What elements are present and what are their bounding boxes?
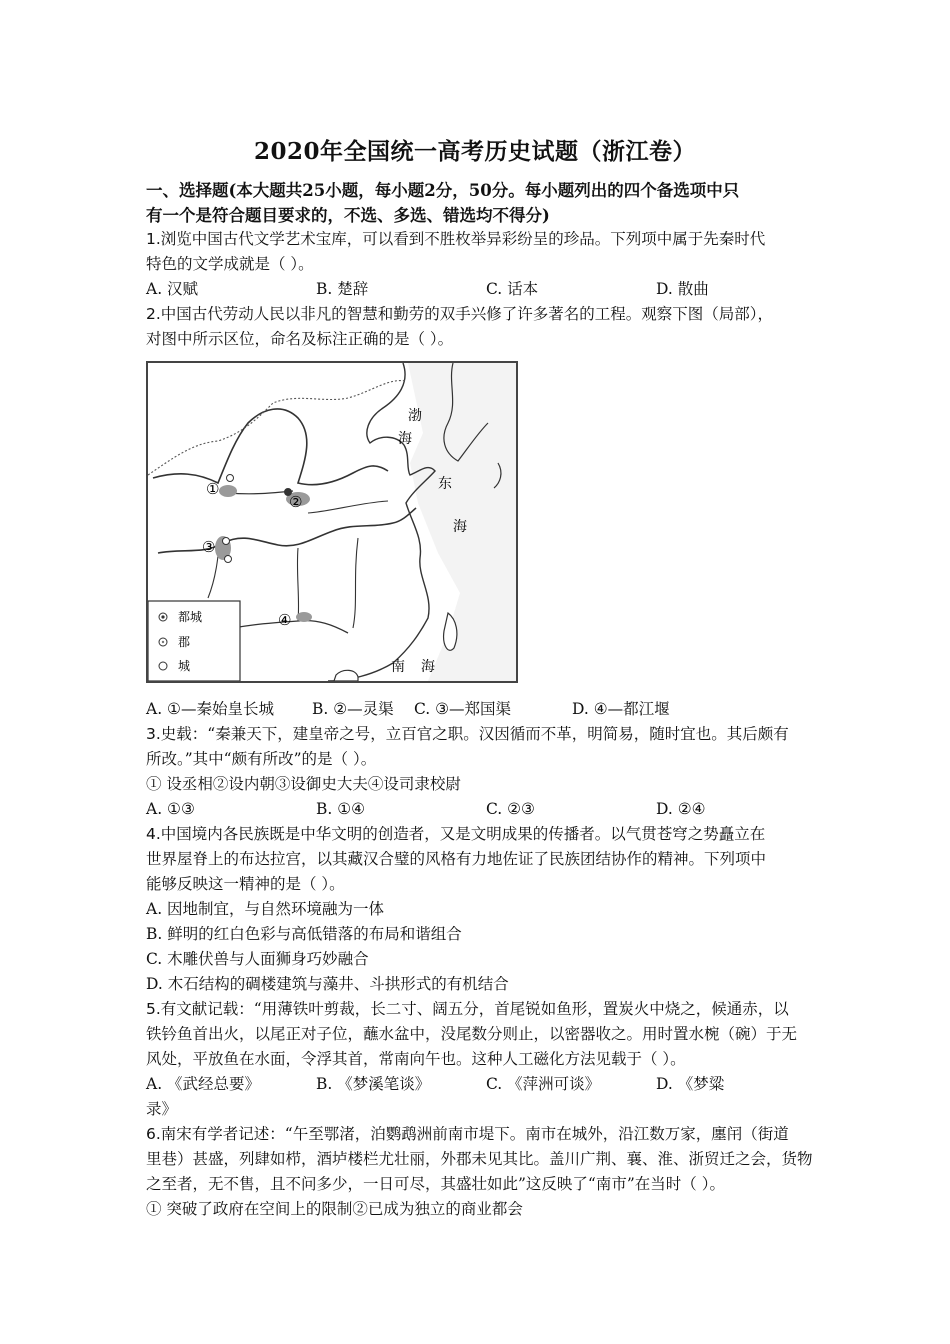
- question-stem: 中国境内各民族既是中华文明的创造者，又是文明成果的传播者。以气贯苍穹之势矗立在: [160, 825, 766, 843]
- question-items: ① 突破了政府在空间上的限制②已成为独立的商业都会: [146, 1200, 523, 1218]
- historical-map: [146, 361, 518, 683]
- legend-label: 郡: [178, 635, 191, 649]
- option-c[interactable]: C. 《萍洲可谈》: [486, 1075, 601, 1093]
- option-c[interactable]: C. ②③: [486, 800, 535, 818]
- question-number: 6.: [146, 1125, 161, 1143]
- question-stem: 中国古代劳动人民以非凡的智慧和勤劳的双手兴修了许多著名的工程。观察下图（局部），: [160, 305, 774, 323]
- question-number: 3.: [146, 725, 161, 743]
- sea-label: 南: [391, 659, 405, 675]
- question-6: [146, 1122, 826, 1222]
- question-stem: 对图中所示区位，命名及标注正确的是（ ）。: [146, 330, 454, 348]
- marker-3: ③: [202, 538, 216, 556]
- huai-river: [308, 501, 388, 513]
- question-stem: 史载：“秦兼天下，建皇帝之号，立百官之职。汉因循而不革，明简易，随时宜也。其后颇有: [160, 725, 789, 743]
- site-shading-4: [296, 612, 312, 622]
- option-b[interactable]: B. 楚辞: [316, 280, 369, 298]
- option-b[interactable]: B. 《梦溪笔谈》: [316, 1075, 431, 1093]
- wei-river: [228, 491, 293, 494]
- option-d[interactable]: D. ②④: [656, 800, 706, 818]
- marker-4: ④: [278, 611, 292, 629]
- yellow-river: [153, 409, 388, 485]
- question-stem: 浏览中国古代文学艺术宝库，可以看到不胜枚举异彩纷呈的珍品。下列项中属于先秦时代: [160, 230, 766, 248]
- gan-river: [353, 538, 358, 628]
- question-stem: 世界屋脊上的布达拉宫，以其藏汉合璧的风格有力地佐证了民族团结协作的精神。下列项中: [146, 850, 767, 868]
- option-d[interactable]: D. 散曲: [656, 280, 709, 298]
- sea-label: 海: [421, 659, 435, 675]
- legend-label: 城: [178, 659, 191, 673]
- site-shading-1: [219, 485, 237, 497]
- question-4: [146, 822, 826, 997]
- option-d[interactable]: D. 《梦粱: [656, 1075, 725, 1093]
- sea-label: 海: [398, 431, 412, 447]
- option-row: [146, 1072, 826, 1097]
- section-heading-line: 有一个是符合题目要求的，不选、多选、错选均不得分): [146, 206, 550, 225]
- sea-label: 东: [438, 476, 452, 492]
- question-stem: 有文献记载：“用薄铁叶剪裁，长二寸、阔五分，首尾锐如鱼形，置炭火中烧之，候通赤，以: [160, 1000, 789, 1018]
- question-stem: 里巷）甚盛，列肆如栉，酒垆楼栏尤壮丽，外郡未见其比。盖川广荆、襄、淮、浙贸迁之会，货物: [146, 1150, 813, 1168]
- option-d-continued: 录》: [146, 1100, 178, 1118]
- question-items: ① 设丞相②设内朝③设御史大夫④设司隶校尉: [146, 775, 461, 793]
- option-d[interactable]: D. 木石结构的碉楼建筑与藻井、斗拱形式的有机结合: [146, 975, 509, 993]
- map-svg: [148, 363, 516, 681]
- question-stem: 之至者，无不售，且不问多少，一日可尽，其盛壮如此”这反映了“南市”在当时（ ）。: [146, 1175, 725, 1193]
- option-c[interactable]: C. 木雕伏兽与人面狮身巧妙融合: [146, 950, 369, 968]
- option-d[interactable]: D. ④—都江堰: [572, 700, 670, 718]
- marker-2: ②: [289, 493, 303, 511]
- question-2: [146, 302, 826, 722]
- option-b[interactable]: B. 鲜明的红白色彩与高低错落的布局和谐组合: [146, 925, 462, 943]
- option-c[interactable]: C. ③—郑国渠: [414, 700, 512, 718]
- legend-symbol-city: [159, 662, 167, 670]
- sea-label: 海: [453, 519, 467, 535]
- question-stem: 风处，平放鱼在水面，令浮其首，常南向午也。这种人工磁化方法见载于（ ）。: [146, 1050, 686, 1068]
- option-a[interactable]: A. 因地制宜，与自然环境融为一体: [146, 900, 385, 918]
- question-3: [146, 722, 826, 822]
- xiang-river: [297, 548, 298, 621]
- option-a[interactable]: A. ①—秦始皇长城: [146, 700, 274, 718]
- question-1: [146, 227, 826, 302]
- sea-label: 渤: [408, 408, 422, 424]
- section-heading-line: 一、选择题(本大题共25小题，每小题2分，50分。每小题列出的四个备选项中只: [146, 181, 740, 200]
- question-number: 4.: [146, 825, 161, 843]
- question-number: 2.: [146, 305, 161, 323]
- option-row: [146, 797, 826, 822]
- city-marker: [223, 538, 230, 545]
- city-marker: [227, 475, 234, 482]
- marker-1: ①: [206, 480, 220, 498]
- question-number: 1.: [146, 230, 161, 248]
- question-stem: 能够反映这一精神的是（ ）。: [146, 875, 345, 893]
- question-5: [146, 997, 826, 1122]
- section-heading: [146, 178, 826, 228]
- question-stem: 所改。”其中“颇有所改”的是（ ）。: [146, 750, 377, 768]
- question-list: [146, 227, 826, 1222]
- yangtze-river: [158, 508, 416, 553]
- option-row: [146, 697, 826, 722]
- legend-label: 都城: [178, 610, 203, 624]
- option-c[interactable]: C. 话本: [486, 280, 539, 298]
- hainan-island: [334, 670, 358, 681]
- option-row: [146, 277, 826, 302]
- question-number: 5.: [146, 1000, 161, 1018]
- question-stem: 南宋有学者记述：“午至鄂渚，泊鹦鹉洲前南市堤下。南市在城外，沿江数万家，廛闬（街道: [160, 1125, 789, 1143]
- page-title: 2020年全国统一高考历史试题（浙江卷）: [253, 138, 696, 165]
- option-a[interactable]: A. ①③: [146, 800, 195, 818]
- option-a[interactable]: A. 《武经总要》: [146, 1075, 261, 1093]
- question-stem: 铁钤鱼首出火，以尾正对子位，蘸水盆中，没尾数分则止，以密器收之。用时置水椀（碗）于无: [146, 1025, 798, 1043]
- option-a[interactable]: A. 汉赋: [146, 280, 199, 298]
- option-b[interactable]: B. ①④: [316, 800, 366, 818]
- city-marker: [225, 556, 232, 563]
- option-b[interactable]: B. ②—灵渠: [312, 700, 394, 718]
- question-stem: 特色的文学成就是（ ）。: [146, 255, 314, 273]
